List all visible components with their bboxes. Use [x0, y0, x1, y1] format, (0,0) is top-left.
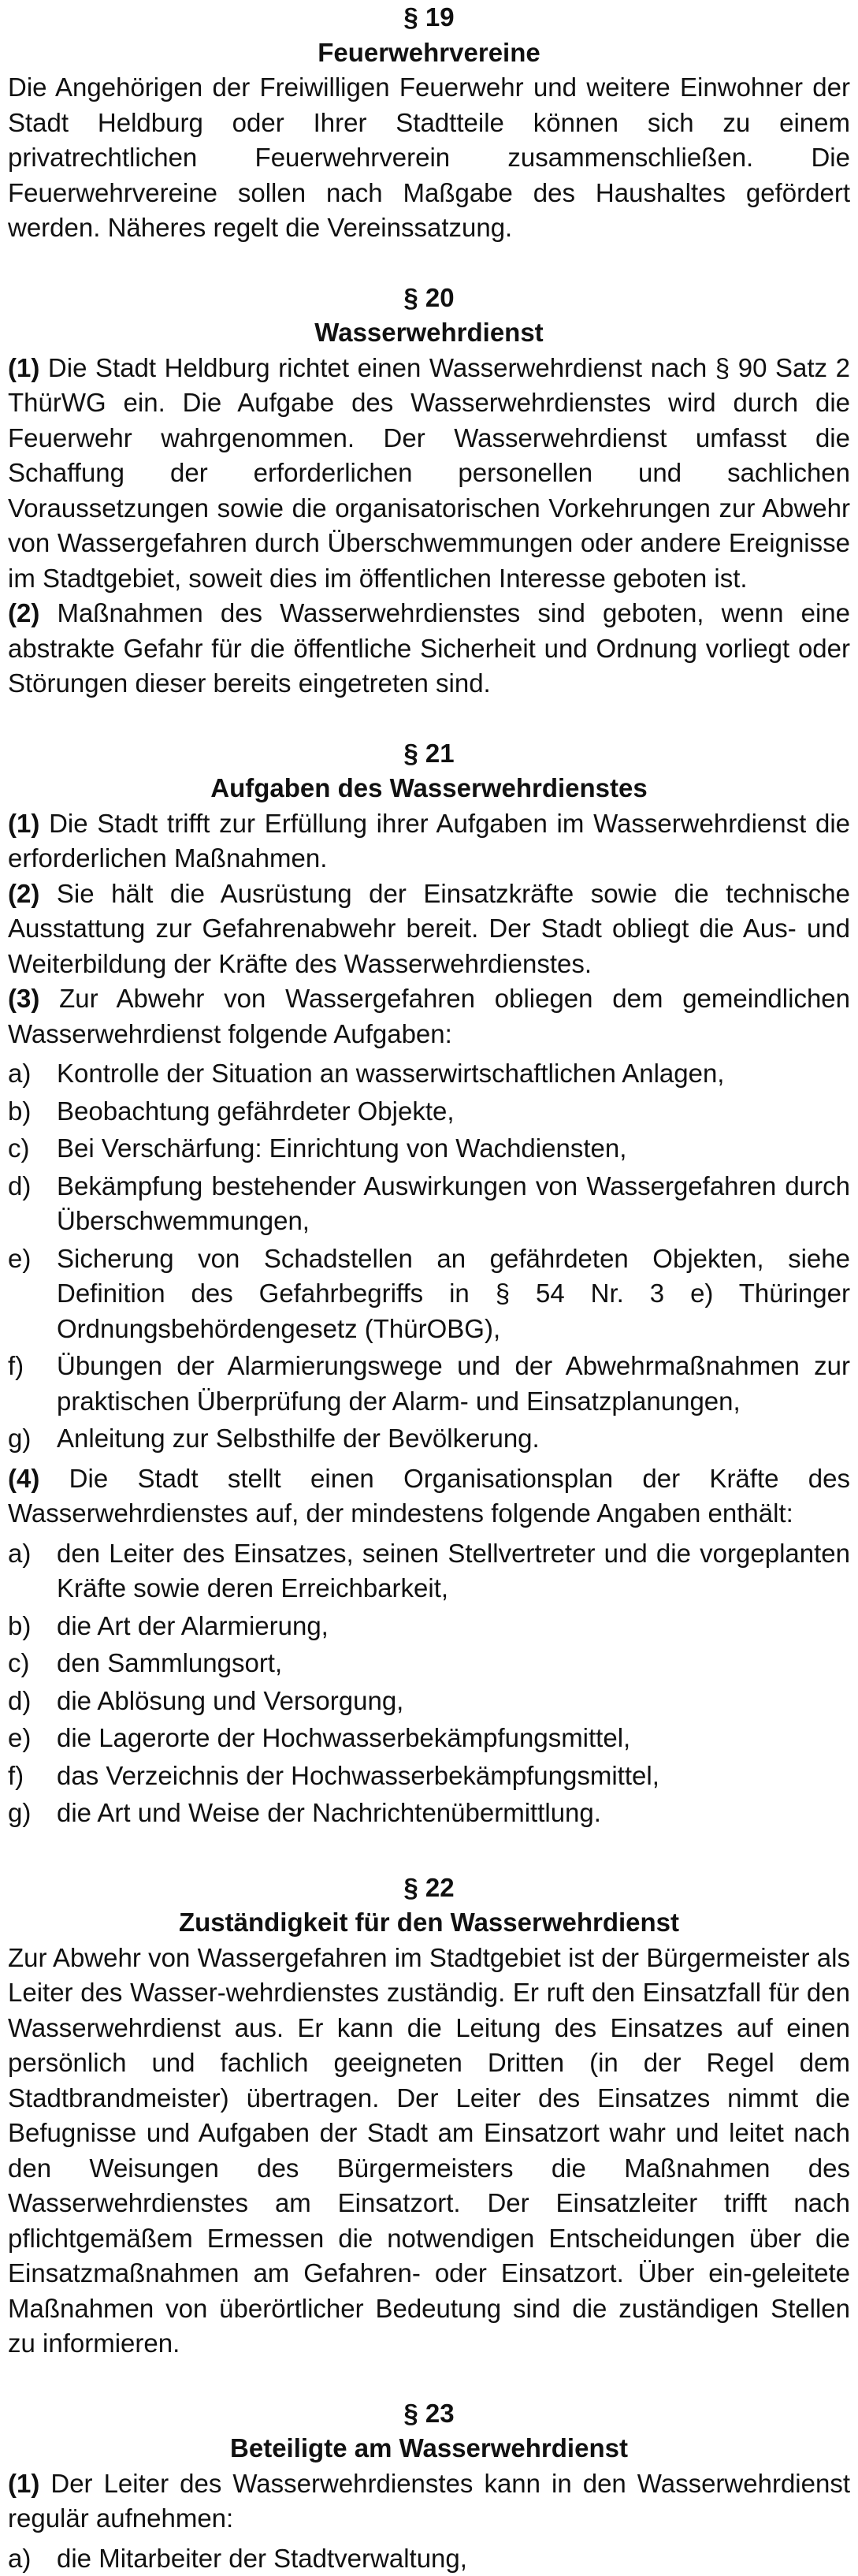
- list-marker: d): [8, 1684, 31, 1719]
- paragraph-text: Der Leiter des Wasserwehrdienstes kann in den Wasserwehrdienst regulär aufnehmen:: [8, 2469, 850, 2533]
- paragraph-number: (3): [8, 984, 39, 1013]
- section-number: § 23: [8, 2396, 850, 2432]
- paragraph-text: Die Stadt trifft zur Erfüllung ihrer Aufgaben im Wasserwehrdienst die erforderlichen Maßnahmen.: [8, 809, 850, 873]
- list-item: [8, 1536, 850, 1606]
- list-marker: f): [8, 1759, 24, 1794]
- section-number: § 20: [8, 281, 850, 316]
- paragraph: [8, 70, 850, 246]
- paragraph: [8, 806, 850, 877]
- list-item: [8, 1131, 850, 1167]
- enumerated-list: [8, 1536, 850, 1831]
- list-item-text: die Lagerorte der Hochwasserbekämpfungsmittel,: [57, 1723, 630, 1752]
- list-item: [8, 1684, 850, 1719]
- list-item-text: den Sammlungsort,: [57, 1648, 282, 1677]
- list-marker: f): [8, 1349, 24, 1384]
- list-item-text: die Mitarbeiter der Stadtverwaltung,: [57, 2544, 467, 2573]
- section-number: § 19: [8, 0, 850, 35]
- paragraph-number: (2): [8, 598, 39, 627]
- list-item-text: die Ablösung und Versorgung,: [57, 1686, 403, 1715]
- paragraph-number: (1): [8, 2469, 39, 2498]
- paragraph: [8, 981, 850, 1052]
- list-marker: e): [8, 1721, 31, 1756]
- list-marker: e): [8, 1241, 31, 1277]
- section-number: § 21: [8, 736, 850, 772]
- list-item: [8, 1609, 850, 1644]
- paragraph: [8, 1941, 850, 2362]
- list-marker: g): [8, 1796, 31, 1831]
- list-marker: c): [8, 1131, 30, 1167]
- list-marker: c): [8, 1646, 30, 1681]
- list-item: [8, 1349, 850, 1419]
- section-title: Zuständigkeit für den Wasserwehrdienst: [8, 1905, 850, 1941]
- section-title: Wasserwehrdienst: [8, 315, 850, 351]
- section-number: § 22: [8, 1871, 850, 1906]
- paragraph: [8, 1461, 850, 1532]
- section-spacer: [8, 2362, 850, 2396]
- paragraph-text: Zur Abwehr von Wassergefahren im Stadtgebiet ist der Bürgermeister als Leiter des Wasser-wehrdienstes zuständig. Er ruft den Einsatzfall für den Wasserwehrdienst aus. Er kann die Leitung des Einsatzes auf einen persönlich und fachlich geeigneten Dritten (in der Regel dem Stadtbrandmeister) übertragen. Der Leiter des Einsatzes nimmt die Befugnisse und Aufgaben der Stadt am Einsatzort wahr und leitet nach den Weisungen des Bürgermeisters die Maßnahmen des Wasserwehrdienstes am Einsatzort. Der Einsatzleiter trifft nach pflichtgemäßem Ermessen die notwendigen Entscheidungen über die Einsatzmaßnahmen am Gefahren- oder Einsatzort. Über ein-geleitete Maßnahmen von überörtlicher Bedeutung sind die zuständigen Stellen zu informieren.: [8, 1943, 850, 2358]
- list-marker: a): [8, 1056, 31, 1092]
- list-item: [8, 1646, 850, 1681]
- list-item: [8, 1796, 850, 1831]
- list-item-text: Übungen der Alarmierungswege und der Abwehrmaßnahmen zur praktischen Überprüfung der Alarm- und Einsatzplanungen,: [57, 1351, 850, 1416]
- paragraph-number: (4): [8, 1464, 39, 1493]
- list-marker: d): [8, 1169, 31, 1204]
- paragraph: [8, 351, 850, 597]
- paragraph-text: Zur Abwehr von Wassergefahren obliegen dem gemeindlichen Wasserwehrdienst folgende Aufgaben:: [8, 984, 850, 1048]
- list-item-text: das Verzeichnis der Hochwasserbekämpfungsmittel,: [57, 1761, 659, 1790]
- paragraph-number: (2): [8, 879, 39, 908]
- section: [8, 1871, 850, 2362]
- list-item-text: die Art und Weise der Nachrichtenübermittlung.: [57, 1798, 601, 1827]
- list-item-text: Bekämpfung bestehender Auswirkungen von Wassergefahren durch Überschwemmungen,: [57, 1171, 850, 1236]
- list-item: [8, 1721, 850, 1756]
- section: [8, 281, 850, 702]
- section: [8, 0, 850, 246]
- list-item-text: Kontrolle der Situation an wasserwirtschaftlichen Anlagen,: [57, 1059, 724, 1088]
- paragraph: [8, 2466, 850, 2537]
- paragraph: [8, 877, 850, 982]
- section-title: Aufgaben des Wasserwehrdienstes: [8, 771, 850, 806]
- enumerated-list: [8, 2541, 850, 2576]
- section-spacer: [8, 1836, 850, 1871]
- section-spacer: [8, 702, 850, 736]
- list-marker: a): [8, 1536, 31, 1572]
- list-marker: b): [8, 1609, 31, 1644]
- section-spacer: [8, 246, 850, 281]
- list-item: [8, 1094, 850, 1130]
- list-item: [8, 1169, 850, 1239]
- list-marker: a): [8, 2541, 31, 2576]
- list-item-text: den Leiter des Einsatzes, seinen Stellvertreter und die vorgeplanten Kräfte sowie deren Erreichbarkeit,: [57, 1539, 850, 1603]
- list-item: [8, 1056, 850, 1092]
- section-title: Feuerwehrvereine: [8, 35, 850, 71]
- list-marker: b): [8, 1094, 31, 1130]
- list-item-text: die Art der Alarmierung,: [57, 1611, 329, 1640]
- list-item-text: Anleitung zur Selbsthilfe der Bevölkerung.: [57, 1424, 540, 1453]
- section: [8, 2396, 850, 2576]
- enumerated-list: [8, 1056, 850, 1457]
- list-item: [8, 2541, 850, 2576]
- paragraph-text: Sie hält die Ausrüstung der Einsatzkräfte sowie die technische Ausstattung zur Gefahrenabwehr bereit. Der Stadt obliegt die Aus- und Weiterbildung der Kräfte des Wasserwehrdienstes.: [8, 879, 850, 978]
- list-item: [8, 1759, 850, 1794]
- section: [8, 736, 850, 1831]
- paragraph-number: (1): [8, 809, 39, 838]
- paragraph-text: Maßnahmen des Wasserwehrdienstes sind geboten, wenn eine abstrakte Gefahr für die öffentliche Sicherheit und Ordnung vorliegt oder Störungen dieser bereits eingetreten sind.: [8, 598, 850, 698]
- paragraph-text: Die Stadt Heldburg richtet einen Wasserwehrdienst nach § 90 Satz 2 ThürWG ein. Die Aufgabe des Wasserwehrdienstes wird durch die Feuerwehr wahrgenommen. Der Wasserwehrdienst umfasst die Schaffung der erforderlichen personellen und sachlichen Voraussetzungen sowie die organisatorischen Vorkehrungen zur Abwehr von Wassergefahren durch Überschwemmungen oder andere Ereignisse im Stadtgebiet, soweit dies im öffentlichen Interesse geboten ist.: [8, 353, 850, 593]
- paragraph-text: Die Stadt stellt einen Organisationsplan der Kräfte des Wasserwehrdienstes auf, der mindestens folgende Angaben enthält:: [8, 1464, 850, 1528]
- list-item-text: Sicherung von Schadstellen an gefährdeten Objekten, siehe Definition des Gefahrbegriffs in § 54 Nr. 3 e) Thüringer Ordnungsbehördengesetz (ThürOBG),: [57, 1244, 850, 1343]
- section-title: Beteiligte am Wasserwehrdienst: [8, 2431, 850, 2466]
- list-item-text: Bei Verschärfung: Einrichtung von Wachdiensten,: [57, 1134, 626, 1163]
- list-item-text: Beobachtung gefährdeter Objekte,: [57, 1096, 455, 1126]
- list-marker: g): [8, 1421, 31, 1457]
- paragraph-number: (1): [8, 353, 39, 382]
- paragraph: [8, 596, 850, 702]
- list-item: [8, 1241, 850, 1347]
- list-item: [8, 1421, 850, 1457]
- paragraph-text: Die Angehörigen der Freiwilligen Feuerwehr und weitere Einwohner der Stadt Heldburg oder Ihrer Stadtteile können sich zu einem privatrechtlichen Feuerwehrverein zusammenschließen. Die Feuerwehrvereine sollen nach Maßgabe des Haushaltes gefördert werden. Näheres regelt die Vereinssatzung.: [8, 73, 850, 242]
